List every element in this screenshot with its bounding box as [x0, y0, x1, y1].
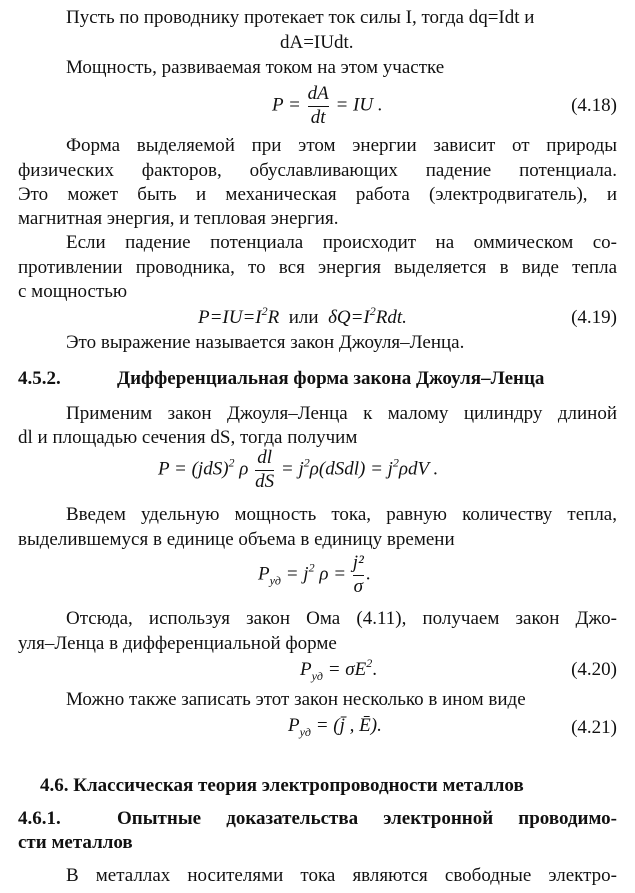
- text-line: Можно также записать этот закон несколько в ином виде: [66, 689, 526, 710]
- text-line: Применим закон Джоуля–Ленца к малому цилиндру длиной: [66, 403, 617, 424]
- text-line: Отсюда, используя закон Ома (4.11), получаем закон Джо-: [66, 608, 617, 629]
- text-line: Пусть по проводнику протекает ток силы I, тогда dq=Idt и: [66, 7, 535, 28]
- equation-number: (4.18): [571, 95, 617, 116]
- equation-4-19: $P=IU=I^2R$ или $\delta Q=I^2Rdt$.: [198, 304, 407, 328]
- text-line: dA=IUdt.: [280, 32, 354, 53]
- text-line: уля–Ленца в дифференциальной форме: [18, 633, 337, 654]
- equation-4-21: $P_{уд}$ = (j̄ , Ē).: [288, 715, 382, 739]
- equation-specific-power: $P_{уд} = j^2$ ρ = $\frac{\text{j²}}{\sigma}$ .: [258, 552, 371, 597]
- equation-number: (4.19): [571, 307, 617, 328]
- equation-number: (4.20): [571, 659, 617, 680]
- text-line: Введем удельную мощность тока, равную количеству тепла,: [66, 504, 617, 525]
- text-line: противлении проводника, то вся энергия выделяется в виде тепла: [18, 257, 617, 278]
- text-line: Это выражение называется закон Джоуля–Ленца.: [66, 332, 465, 353]
- section-heading: Дифференциальная форма закона Джоуля–Ленца: [117, 368, 545, 389]
- section-number: 4.5.2.: [18, 368, 61, 389]
- text-line: В металлах носителями тока являются свободные электро-: [66, 865, 617, 886]
- text-line: с мощностью: [18, 281, 128, 302]
- text-line: магнитная энергия, и тепловая энергия.: [18, 208, 339, 229]
- equation-differential: P = (jdS)$^2$ ρ $\frac{dl}{dS}$ = $j^2\rho(dSdl) = j^2\rho dV$ .: [158, 447, 439, 492]
- equation-number: (4.21): [571, 717, 617, 738]
- equation-4-18: P = $\frac{dA}{dt}$ = IU .: [272, 83, 383, 128]
- text-line: физических факторов, обуславливающих падение потенциала.: [18, 160, 617, 181]
- text-line: Мощность, развиваемая током на этом участке: [66, 57, 445, 78]
- section-heading: сти металлов: [18, 832, 133, 853]
- text-line: Это может быть и механическая работа (электродвигатель), и: [18, 184, 617, 205]
- equation-4-20: $P_{уд} = \sigma E^2$.: [300, 656, 378, 683]
- text-line: Форма выделяемой при этом энергии зависит от природы: [66, 135, 617, 156]
- section-number: 4.6.1.: [18, 808, 61, 829]
- section-heading: 4.6. Классическая теория электропроводности металлов: [40, 775, 524, 796]
- section-heading: Опытные доказательства электронной проводимо-: [117, 808, 617, 829]
- text-line: Если падение потенциала происходит на оммическом со-: [66, 232, 617, 253]
- text-line: выделившемуся в единице объема в единицу времени: [18, 529, 455, 550]
- text-line: dl и площадью сечения dS, тогда получим: [18, 427, 358, 448]
